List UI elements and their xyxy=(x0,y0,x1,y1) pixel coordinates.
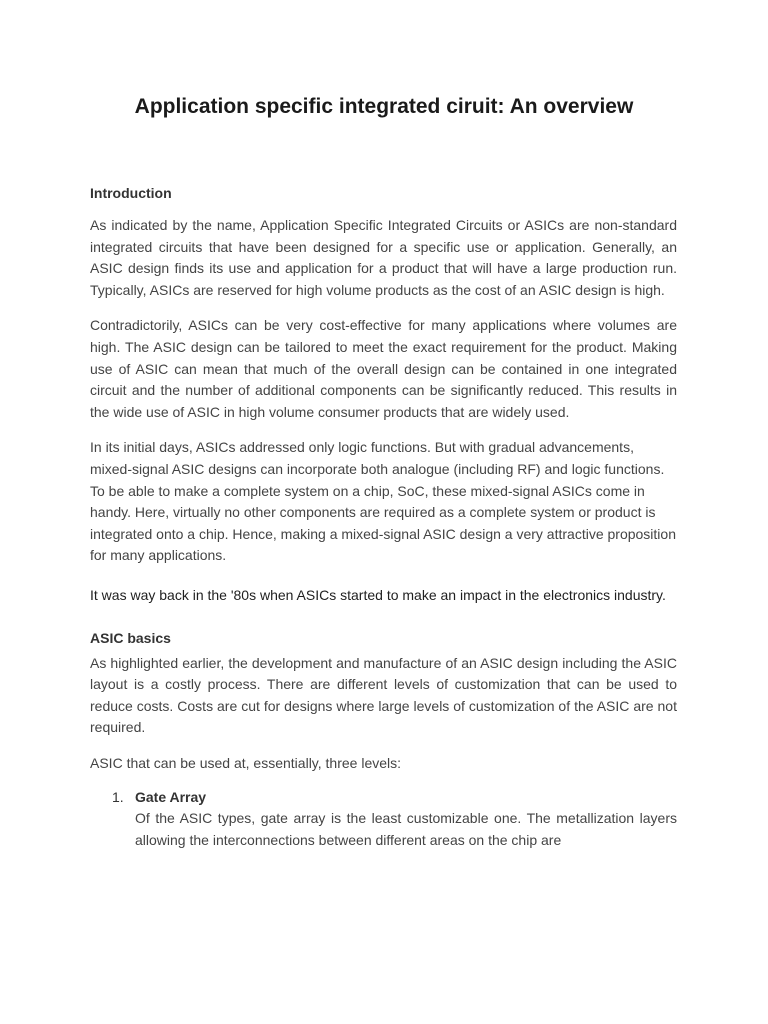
document-body xyxy=(90,182,677,852)
intro-paragraph-1: As indicated by the name, Application Specific Integrated Circuits or ASICs are non-standard integrated circuits that have been designed for a specific use or application. Generally, an ASIC design finds its use and application for a product that will have a large production run. Typically, ASICs are reserved for high volume products as the cost of an ASIC design is high. xyxy=(90,217,677,298)
intro-paragraph-3: In its initial days, ASICs addressed only logic functions. But with gradual advancements, mixed-signal ASIC designs can incorporate both analogue (including RF) and logic functions. To be able to make a complete system on a chip, SoC, these mixed-signal ASICs come in handy. Here, virtually no other components are required as a complete system or product is integrated onto a chip. Hence, making a mixed-signal ASIC design a very attractive proposition for many applications. xyxy=(90,439,676,564)
list-item-number: 1. xyxy=(112,789,124,806)
list-item xyxy=(90,786,677,851)
basics-paragraph-2: ASIC that can be used at, essentially, three levels: xyxy=(90,754,402,771)
list-item-title: Gate Array xyxy=(135,789,207,806)
intro-paragraph-2: Contradictorily, ASICs can be very cost-effective for many applications where volumes are high. The ASIC design can be tailored to meet the exact requirement for the product. Making use of ASIC can mean that much of the overall design can be contained in one integrated circuit and the number of additional components can be significantly reduced. This results in the wide use of ASIC in high volume consumer products that are widely used. xyxy=(90,317,677,420)
asic-levels-list xyxy=(90,786,677,851)
list-item-body: Of the ASIC types, gate array is the least customizable one. The metallization layers allowing the interconnections between different areas on the chip are xyxy=(135,810,677,849)
introduction-heading: Introduction xyxy=(90,185,172,201)
basics-paragraph-1: As highlighted earlier, the development and manufacture of an ASIC design including the ASIC layout is a costly process. There are different levels of customization that can be used to reduce costs. Costs are cut for designs where large levels of customization of the ASIC are not required. xyxy=(90,654,677,736)
document-title: Application specific integrated ciruit: An overview xyxy=(134,95,634,118)
intro-paragraph-4: It was way back in the '80s when ASICs started to make an impact in the electronics industry. xyxy=(90,586,666,603)
asic-basics-heading: ASIC basics xyxy=(90,629,171,646)
